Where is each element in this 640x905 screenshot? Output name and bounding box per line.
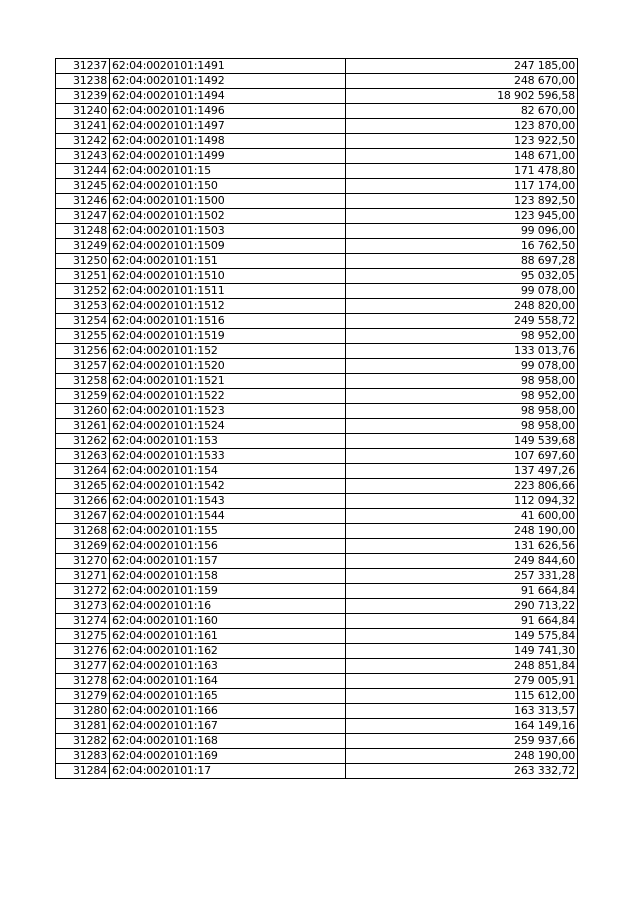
table-row xyxy=(56,554,578,569)
table-row xyxy=(56,134,578,149)
value-cell: 18 902 596,58 xyxy=(346,89,578,104)
row-number-cell: 31271 xyxy=(56,569,110,584)
cadastral-number-cell: 62:04:0020101:1494 xyxy=(110,89,346,104)
cadastral-number-cell: 62:04:0020101:163 xyxy=(110,659,346,674)
table-row xyxy=(56,389,578,404)
table-row xyxy=(56,344,578,359)
value-cell: 171 478,80 xyxy=(346,164,578,179)
table-row xyxy=(56,314,578,329)
row-number-cell: 31283 xyxy=(56,749,110,764)
value-cell: 223 806,66 xyxy=(346,479,578,494)
table-row xyxy=(56,644,578,659)
table-row xyxy=(56,494,578,509)
value-cell: 148 671,00 xyxy=(346,149,578,164)
row-number-cell: 31284 xyxy=(56,764,110,779)
table-row xyxy=(56,599,578,614)
value-cell: 41 600,00 xyxy=(346,509,578,524)
value-cell: 149 741,30 xyxy=(346,644,578,659)
value-cell: 98 958,00 xyxy=(346,404,578,419)
cadastral-number-cell: 62:04:0020101:1520 xyxy=(110,359,346,374)
value-cell: 88 697,28 xyxy=(346,254,578,269)
cadastral-number-cell: 62:04:0020101:168 xyxy=(110,734,346,749)
value-cell: 133 013,76 xyxy=(346,344,578,359)
cadastral-number-cell: 62:04:0020101:153 xyxy=(110,434,346,449)
cadastral-number-cell: 62:04:0020101:164 xyxy=(110,674,346,689)
row-number-cell: 31261 xyxy=(56,419,110,434)
table-row xyxy=(56,689,578,704)
cadastral-number-cell: 62:04:0020101:161 xyxy=(110,629,346,644)
row-number-cell: 31245 xyxy=(56,179,110,194)
row-number-cell: 31262 xyxy=(56,434,110,449)
row-number-cell: 31281 xyxy=(56,719,110,734)
cadastral-number-cell: 62:04:0020101:1496 xyxy=(110,104,346,119)
value-cell: 259 937,66 xyxy=(346,734,578,749)
cadastral-number-cell: 62:04:0020101:1509 xyxy=(110,239,346,254)
table-row xyxy=(56,299,578,314)
table-row xyxy=(56,614,578,629)
cadastral-number-cell: 62:04:0020101:1523 xyxy=(110,404,346,419)
row-number-cell: 31248 xyxy=(56,224,110,239)
cadastral-number-cell: 62:04:0020101:15 xyxy=(110,164,346,179)
row-number-cell: 31258 xyxy=(56,374,110,389)
value-cell: 123 892,50 xyxy=(346,194,578,209)
value-cell: 279 005,91 xyxy=(346,674,578,689)
table-row xyxy=(56,659,578,674)
table-row xyxy=(56,104,578,119)
row-number-cell: 31263 xyxy=(56,449,110,464)
table-row xyxy=(56,254,578,269)
cadastral-number-cell: 62:04:0020101:1498 xyxy=(110,134,346,149)
cadastral-number-cell: 62:04:0020101:1497 xyxy=(110,119,346,134)
row-number-cell: 31250 xyxy=(56,254,110,269)
cadastral-number-cell: 62:04:0020101:1516 xyxy=(110,314,346,329)
value-cell: 164 149,16 xyxy=(346,719,578,734)
value-cell: 257 331,28 xyxy=(346,569,578,584)
value-cell: 91 664,84 xyxy=(346,614,578,629)
value-cell: 123 945,00 xyxy=(346,209,578,224)
cadastral-number-cell: 62:04:0020101:166 xyxy=(110,704,346,719)
value-cell: 290 713,22 xyxy=(346,599,578,614)
row-number-cell: 31264 xyxy=(56,464,110,479)
value-cell: 149 539,68 xyxy=(346,434,578,449)
cadastral-number-cell: 62:04:0020101:1500 xyxy=(110,194,346,209)
value-cell: 99 096,00 xyxy=(346,224,578,239)
row-number-cell: 31246 xyxy=(56,194,110,209)
cadastral-number-cell: 62:04:0020101:1533 xyxy=(110,449,346,464)
table-row xyxy=(56,524,578,539)
row-number-cell: 31274 xyxy=(56,614,110,629)
table-row xyxy=(56,284,578,299)
row-number-cell: 31265 xyxy=(56,479,110,494)
table-row xyxy=(56,59,578,74)
row-number-cell: 31238 xyxy=(56,74,110,89)
row-number-cell: 31256 xyxy=(56,344,110,359)
table-row xyxy=(56,764,578,779)
value-cell: 123 922,50 xyxy=(346,134,578,149)
value-cell: 123 870,00 xyxy=(346,119,578,134)
cadastral-number-cell: 62:04:0020101:1543 xyxy=(110,494,346,509)
table-row xyxy=(56,509,578,524)
table-row xyxy=(56,374,578,389)
row-number-cell: 31252 xyxy=(56,284,110,299)
row-number-cell: 31267 xyxy=(56,509,110,524)
value-cell: 95 032,05 xyxy=(346,269,578,284)
value-cell: 82 670,00 xyxy=(346,104,578,119)
cadastral-number-cell: 62:04:0020101:151 xyxy=(110,254,346,269)
table-row xyxy=(56,269,578,284)
cadastral-number-cell: 62:04:0020101:1521 xyxy=(110,374,346,389)
row-number-cell: 31279 xyxy=(56,689,110,704)
cadastral-number-cell: 62:04:0020101:1499 xyxy=(110,149,346,164)
value-cell: 131 626,56 xyxy=(346,539,578,554)
cadastral-number-cell: 62:04:0020101:1512 xyxy=(110,299,346,314)
table-row xyxy=(56,629,578,644)
row-number-cell: 31247 xyxy=(56,209,110,224)
table-body xyxy=(56,59,578,779)
value-cell: 91 664,84 xyxy=(346,584,578,599)
row-number-cell: 31268 xyxy=(56,524,110,539)
table-row xyxy=(56,89,578,104)
row-number-cell: 31278 xyxy=(56,674,110,689)
value-cell: 115 612,00 xyxy=(346,689,578,704)
cadastral-number-cell: 62:04:0020101:167 xyxy=(110,719,346,734)
row-number-cell: 31272 xyxy=(56,584,110,599)
value-cell: 249 844,60 xyxy=(346,554,578,569)
row-number-cell: 31243 xyxy=(56,149,110,164)
cadastral-number-cell: 62:04:0020101:1502 xyxy=(110,209,346,224)
cadastral-number-cell: 62:04:0020101:1524 xyxy=(110,419,346,434)
table-row xyxy=(56,164,578,179)
row-number-cell: 31237 xyxy=(56,59,110,74)
value-cell: 107 697,60 xyxy=(346,449,578,464)
row-number-cell: 31266 xyxy=(56,494,110,509)
table-row xyxy=(56,434,578,449)
value-cell: 163 313,57 xyxy=(346,704,578,719)
row-number-cell: 31280 xyxy=(56,704,110,719)
row-number-cell: 31270 xyxy=(56,554,110,569)
row-number-cell: 31276 xyxy=(56,644,110,659)
value-cell: 248 190,00 xyxy=(346,524,578,539)
table-row xyxy=(56,464,578,479)
value-cell: 247 185,00 xyxy=(346,59,578,74)
table-row xyxy=(56,569,578,584)
cadastral-number-cell: 62:04:0020101:1492 xyxy=(110,74,346,89)
cadastral-number-cell: 62:04:0020101:155 xyxy=(110,524,346,539)
row-number-cell: 31241 xyxy=(56,119,110,134)
cadastral-number-cell: 62:04:0020101:1519 xyxy=(110,329,346,344)
cadastral-number-cell: 62:04:0020101:169 xyxy=(110,749,346,764)
row-number-cell: 31260 xyxy=(56,404,110,419)
row-number-cell: 31273 xyxy=(56,599,110,614)
value-cell: 263 332,72 xyxy=(346,764,578,779)
table-row xyxy=(56,149,578,164)
table-row xyxy=(56,449,578,464)
table-row xyxy=(56,479,578,494)
table-row xyxy=(56,749,578,764)
cadastral-number-cell: 62:04:0020101:1542 xyxy=(110,479,346,494)
row-number-cell: 31254 xyxy=(56,314,110,329)
cadastral-number-cell: 62:04:0020101:162 xyxy=(110,644,346,659)
cadastral-number-cell: 62:04:0020101:1544 xyxy=(110,509,346,524)
table-row xyxy=(56,194,578,209)
value-cell: 99 078,00 xyxy=(346,359,578,374)
value-cell: 99 078,00 xyxy=(346,284,578,299)
cadastral-value-table xyxy=(55,58,578,779)
cadastral-number-cell: 62:04:0020101:1510 xyxy=(110,269,346,284)
cadastral-number-cell: 62:04:0020101:17 xyxy=(110,764,346,779)
value-cell: 98 952,00 xyxy=(346,329,578,344)
cadastral-number-cell: 62:04:0020101:16 xyxy=(110,599,346,614)
value-cell: 249 558,72 xyxy=(346,314,578,329)
row-number-cell: 31255 xyxy=(56,329,110,344)
value-cell: 149 575,84 xyxy=(346,629,578,644)
table-row xyxy=(56,704,578,719)
row-number-cell: 31259 xyxy=(56,389,110,404)
table-row xyxy=(56,539,578,554)
cadastral-number-cell: 62:04:0020101:154 xyxy=(110,464,346,479)
value-cell: 248 820,00 xyxy=(346,299,578,314)
row-number-cell: 31257 xyxy=(56,359,110,374)
cadastral-number-cell: 62:04:0020101:158 xyxy=(110,569,346,584)
table-row xyxy=(56,209,578,224)
row-number-cell: 31282 xyxy=(56,734,110,749)
table-row xyxy=(56,119,578,134)
value-cell: 98 958,00 xyxy=(346,374,578,389)
row-number-cell: 31251 xyxy=(56,269,110,284)
row-number-cell: 31240 xyxy=(56,104,110,119)
cadastral-number-cell: 62:04:0020101:152 xyxy=(110,344,346,359)
table-row xyxy=(56,359,578,374)
table-row xyxy=(56,734,578,749)
row-number-cell: 31244 xyxy=(56,164,110,179)
row-number-cell: 31277 xyxy=(56,659,110,674)
table-row xyxy=(56,224,578,239)
cadastral-number-cell: 62:04:0020101:165 xyxy=(110,689,346,704)
row-number-cell: 31239 xyxy=(56,89,110,104)
row-number-cell: 31253 xyxy=(56,299,110,314)
table-row xyxy=(56,239,578,254)
row-number-cell: 31249 xyxy=(56,239,110,254)
table-row xyxy=(56,719,578,734)
value-cell: 98 952,00 xyxy=(346,389,578,404)
row-number-cell: 31269 xyxy=(56,539,110,554)
value-cell: 248 851,84 xyxy=(346,659,578,674)
cadastral-number-cell: 62:04:0020101:159 xyxy=(110,584,346,599)
table-row xyxy=(56,179,578,194)
cadastral-number-cell: 62:04:0020101:160 xyxy=(110,614,346,629)
table-row xyxy=(56,584,578,599)
cadastral-number-cell: 62:04:0020101:1503 xyxy=(110,224,346,239)
cadastral-number-cell: 62:04:0020101:157 xyxy=(110,554,346,569)
cadastral-number-cell: 62:04:0020101:156 xyxy=(110,539,346,554)
value-cell: 16 762,50 xyxy=(346,239,578,254)
table-row xyxy=(56,419,578,434)
row-number-cell: 31275 xyxy=(56,629,110,644)
table-row xyxy=(56,674,578,689)
cadastral-number-cell: 62:04:0020101:1511 xyxy=(110,284,346,299)
table-row xyxy=(56,74,578,89)
cadastral-number-cell: 62:04:0020101:1491 xyxy=(110,59,346,74)
value-cell: 98 958,00 xyxy=(346,419,578,434)
cadastral-number-cell: 62:04:0020101:150 xyxy=(110,179,346,194)
value-cell: 248 670,00 xyxy=(346,74,578,89)
row-number-cell: 31242 xyxy=(56,134,110,149)
value-cell: 248 190,00 xyxy=(346,749,578,764)
table-row xyxy=(56,329,578,344)
cadastral-number-cell: 62:04:0020101:1522 xyxy=(110,389,346,404)
value-cell: 137 497,26 xyxy=(346,464,578,479)
value-cell: 117 174,00 xyxy=(346,179,578,194)
table-row xyxy=(56,404,578,419)
value-cell: 112 094,32 xyxy=(346,494,578,509)
